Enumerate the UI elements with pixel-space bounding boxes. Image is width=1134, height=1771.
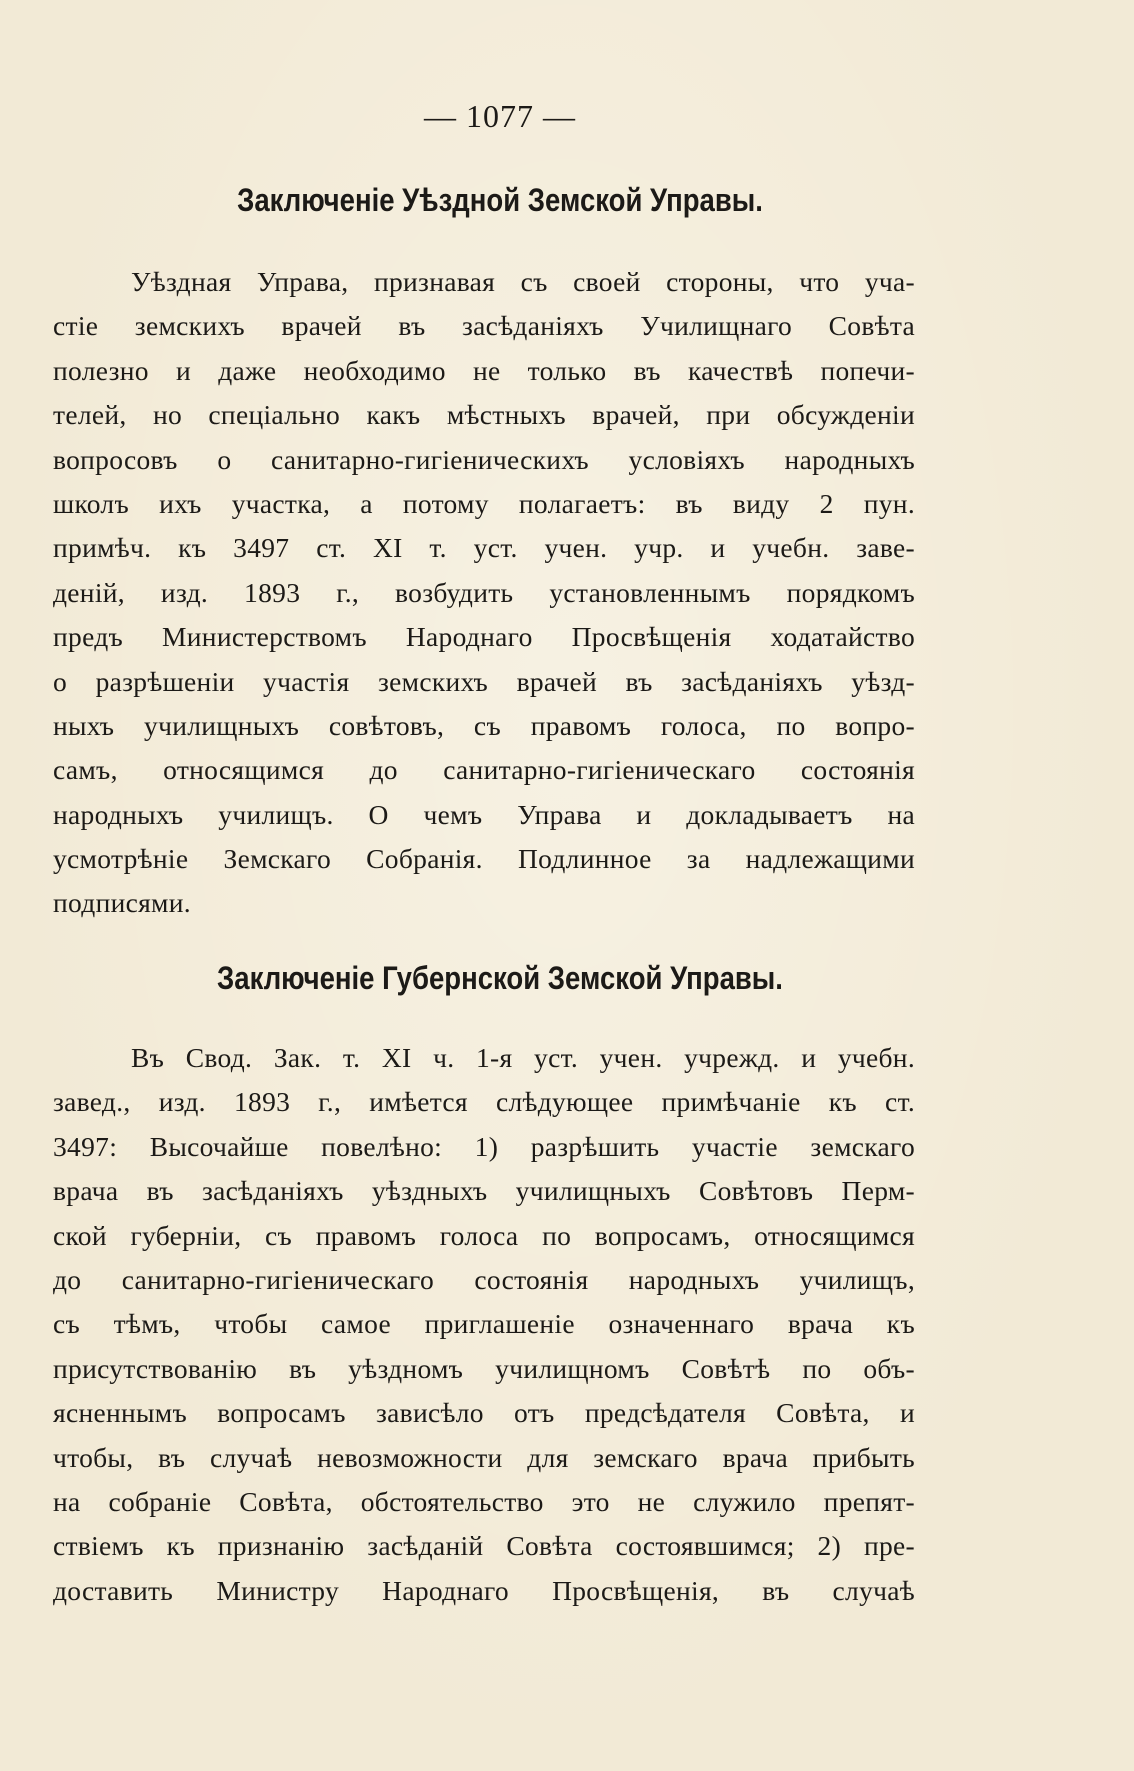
text-line: вопросовъ о санитарно-гигіеническихъ условіяхъ народныхъ (53, 443, 915, 475)
text-line: о разрѣшеніи участія земскихъ врачей въ засѣданіяхъ уѣзд- (53, 665, 915, 697)
text-line: съ тѣмъ, чтобы самое приглашеніе означеннаго врача къ (53, 1308, 915, 1340)
text-line: присутствованію въ уѣздномъ училищномъ Совѣтѣ по объ- (53, 1352, 915, 1384)
paragraph-uezd (53, 260, 915, 926)
section-heading-uezd: Заключеніе Уѣздной Земской Управы. (237, 182, 763, 218)
text-line: школъ ихъ участка, а потому полагаетъ: въ виду 2 пун. (53, 487, 915, 519)
text-line: народныхъ училищъ. О чемъ Управа и докладываетъ на (53, 798, 915, 830)
text-line: примѣч. къ 3497 ст. XI т. уст. учен. учр. и учебн. заве- (53, 532, 915, 564)
text-line: до санитарно-гигіеническаго состоянія народныхъ училищъ, (53, 1263, 915, 1295)
text-line: чтобы, въ случаѣ невозможности для земскаго врача прибыть (53, 1441, 915, 1473)
text-line: стіе земскихъ врачей въ засѣданіяхъ Училищнаго Совѣта (53, 310, 915, 342)
text-line: деній, изд. 1893 г., возбудить установленнымъ порядкомъ (53, 576, 915, 608)
text-line: 3497: Высочайше повелѣно: 1) разрѣшить участіе земскаго (53, 1130, 915, 1162)
text-line: самъ, относящимся до санитарно-гигіеническаго состоянія (53, 754, 915, 786)
page-number: — 1077 — (424, 98, 576, 134)
text-line: на собраніе Совѣта, обстоятельство это не служило препят- (53, 1485, 915, 1517)
text-line: Уѣздная Управа, признавая съ своей стороны, что уча- (131, 266, 915, 297)
text-line: завед., изд. 1893 г., имѣется слѣдующее примѣчаніе къ ст. (53, 1086, 915, 1118)
text-line: ствіемъ къ признанію засѣданій Совѣта состоявшимся; 2) пре- (53, 1530, 915, 1562)
text-line: врача въ засѣданіяхъ уѣздныхъ училищныхъ Совѣтовъ Перм- (53, 1175, 915, 1207)
text-line: телей, но спеціально какъ мѣстныхъ врачей, при обсужденіи (53, 399, 915, 431)
text-line: ныхъ училищныхъ совѣтовъ, съ правомъ голоса, по вопро- (53, 709, 915, 741)
text-line: ской губерніи, съ правомъ голоса по вопросамъ, относящимся (53, 1219, 915, 1251)
text-line: усмотрѣніе Земскаго Собранія. Подлинное за надлежащими (53, 843, 915, 875)
paragraph-gubern (53, 1036, 915, 1613)
text-line: ясненнымъ вопросамъ зависѣло отъ предсѣдателя Совѣта, и (53, 1397, 915, 1429)
section-heading-gubern: Заключеніе Губернской Земской Управы. (217, 960, 783, 996)
text-line: полезно и даже необходимо не только въ качествѣ попечи- (53, 354, 915, 386)
text-line: Въ Свод. Зак. т. XI ч. 1-я уст. учен. учрежд. и учебн. (131, 1042, 915, 1073)
text-line: предъ Министерствомъ Народнаго Просвѣщенія ходатайство (53, 621, 915, 653)
text-line: доставить Министру Народнаго Просвѣщенія, въ случаѣ (53, 1574, 915, 1606)
text-line: подписями. (53, 887, 191, 919)
